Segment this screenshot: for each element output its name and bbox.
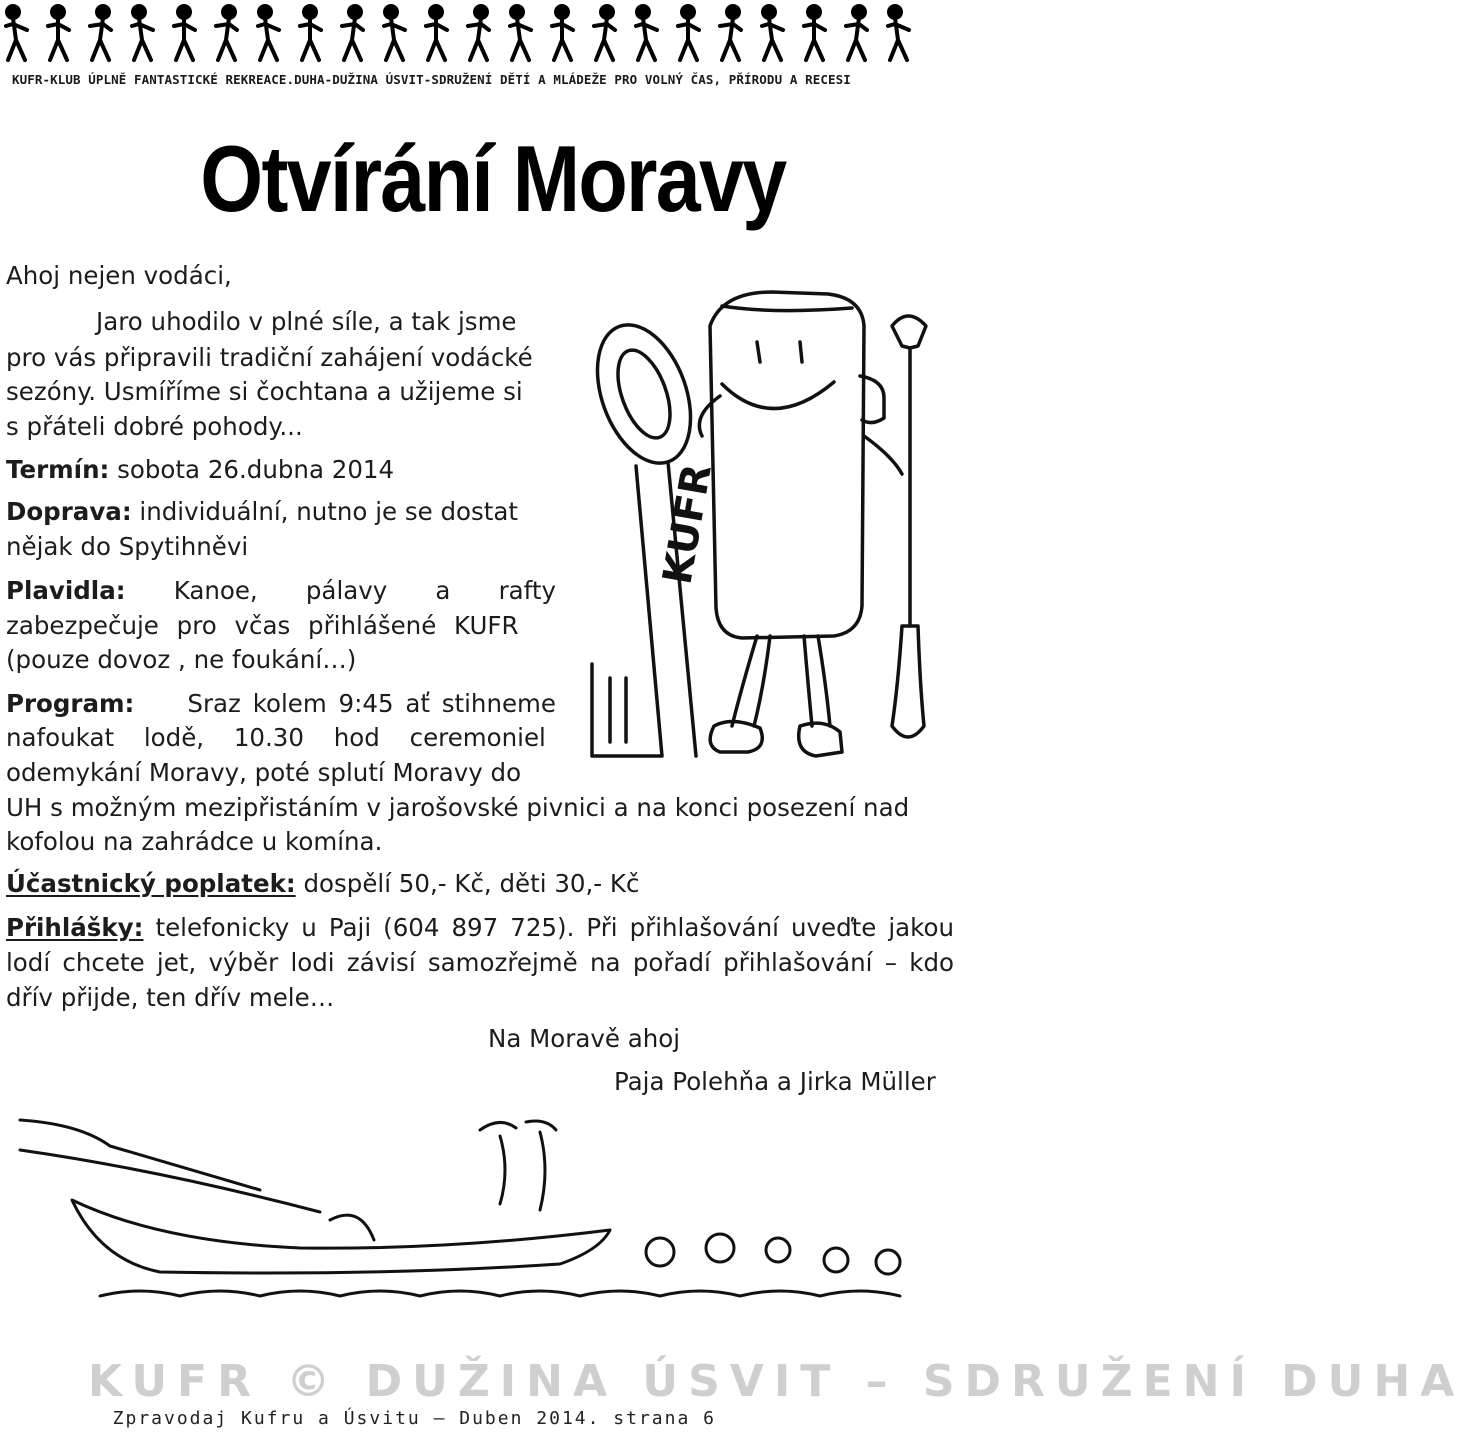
farewell: Na Moravě ahoj: [488, 1024, 681, 1053]
termin-row: [6, 452, 394, 487]
program-row: [6, 686, 556, 721]
doprava-row: [6, 494, 518, 529]
header-stick-figure: [636, 6, 657, 60]
header-figures-illustration: [0, 0, 960, 72]
character-body: [710, 292, 864, 638]
intro-line: s přáteli dobré pohody...: [6, 412, 303, 441]
page-title: Otvírání Moravy: [200, 126, 786, 231]
plavidla-line: (pouze dovoz , ne foukání…): [6, 645, 357, 674]
header-stick-figure: [888, 6, 909, 60]
header-stick-figure: [300, 6, 321, 60]
canoe-ride-illustration: [0, 1100, 960, 1310]
prihlasky-value: telefonicky u Paji (604 897 725). Při přihlašování uveďte jakou lodí chcete jet, výběr lodi závisí samozřejmě na pořadí přihlašování – kdo dřív přijde, ten dřív mele…: [6, 913, 954, 1012]
intro-line: sezóny. Usmíříme si čochtana a užijeme si: [6, 377, 523, 406]
canoe-character-illustration: [572, 286, 960, 774]
header-tagline: KUFR-KLUB ÚPLNĚ FANTASTICKÉ REKREACE.DUHA-DUŽINA ÚSVIT-SDRUŽENÍ DĚTÍ A MLÁDEŽE PRO VOLNÝ ČAS, PŘÍRODU A RECESI: [12, 72, 851, 87]
plavidla-word: a: [435, 576, 451, 605]
header-stick-figure: [6, 6, 27, 60]
header-stick-figure: [468, 6, 489, 60]
poplatek-value: dospělí 50,- Kč, děti 30,- Kč: [303, 869, 640, 898]
footer-page-line: Zpravodaj Kufru a Úsvitu – Duben 2014. strana 6: [112, 1408, 716, 1429]
header-stick-figure: [804, 6, 825, 60]
header-stick-figure: [216, 6, 237, 60]
program-line: nafoukat lodě, 10.30 hod ceremoniel: [6, 723, 546, 752]
header-stick-figure: [762, 6, 783, 60]
header-stick-figure: [720, 6, 741, 60]
intro-line: pro vás připravili tradiční zahájení vodácké: [6, 343, 533, 372]
doprava-value: individuální, nutno je se dostat: [139, 497, 519, 526]
greeting: Ahoj nejen vodáci,: [6, 261, 232, 290]
termin-value: sobota 26.dubna 2014: [117, 455, 395, 484]
footer-banner: KUFR © DUŽINA ÚSVIT – SDRUŽENÍ DUHA: [88, 1356, 1464, 1407]
header-stick-figure: [48, 6, 69, 60]
header-stick-figure: [552, 6, 573, 60]
program-line: UH s možným mezipřistáním v jarošovské pivnici a na konci posezení nad: [6, 793, 910, 822]
header-stick-figure: [90, 6, 111, 60]
header-stick-figure: [258, 6, 279, 60]
header-stick-figure: [594, 6, 615, 60]
header-stick-figure: [132, 6, 153, 60]
plavidla-word: pálavy: [305, 576, 388, 605]
program-label: Program:: [6, 689, 135, 718]
program-line: odemykání Moravy, poté splutí Moravy do: [6, 758, 522, 787]
plavidla-word: Kanoe,: [173, 576, 258, 605]
smile: [722, 382, 834, 409]
program-line: Sraz kolem 9:45 ať stihneme: [187, 689, 556, 718]
keychain-text: KUFR: [654, 460, 721, 588]
header-stick-figure: [174, 6, 195, 60]
plavidla-row: [6, 573, 556, 608]
prihlasky-paragraph: [6, 910, 954, 1015]
header-stick-figure: [678, 6, 699, 60]
plavidla-line: [6, 608, 556, 643]
termin-label: Termín:: [6, 455, 110, 484]
plavidla-line-text: zabezpečuje pro včas přihlášené KUFR: [6, 611, 519, 640]
header-stick-figure: [510, 6, 531, 60]
poplatek-row: [6, 866, 639, 901]
prihlasky-label: Přihlášky:: [6, 913, 144, 942]
plavidla-word: rafty: [498, 576, 556, 605]
header-stick-figure: [426, 6, 447, 60]
doprava-label: Doprava:: [6, 497, 132, 526]
header-stick-figure: [384, 6, 405, 60]
header-stick-figure: [846, 6, 867, 60]
poplatek-label: Účastnický poplatek:: [6, 869, 296, 898]
doprava-line: nějak do Spytihněvi: [6, 532, 249, 561]
program-line: kofolou na zahrádce u komína.: [6, 827, 383, 856]
intro-line: Jaro uhodilo v plné síle, a tak jsme: [96, 307, 517, 336]
plavidla-label: Plavidla:: [6, 576, 126, 605]
header-stick-figure: [342, 6, 363, 60]
signature: Paja Polehňa a Jirka Müller: [614, 1067, 936, 1096]
